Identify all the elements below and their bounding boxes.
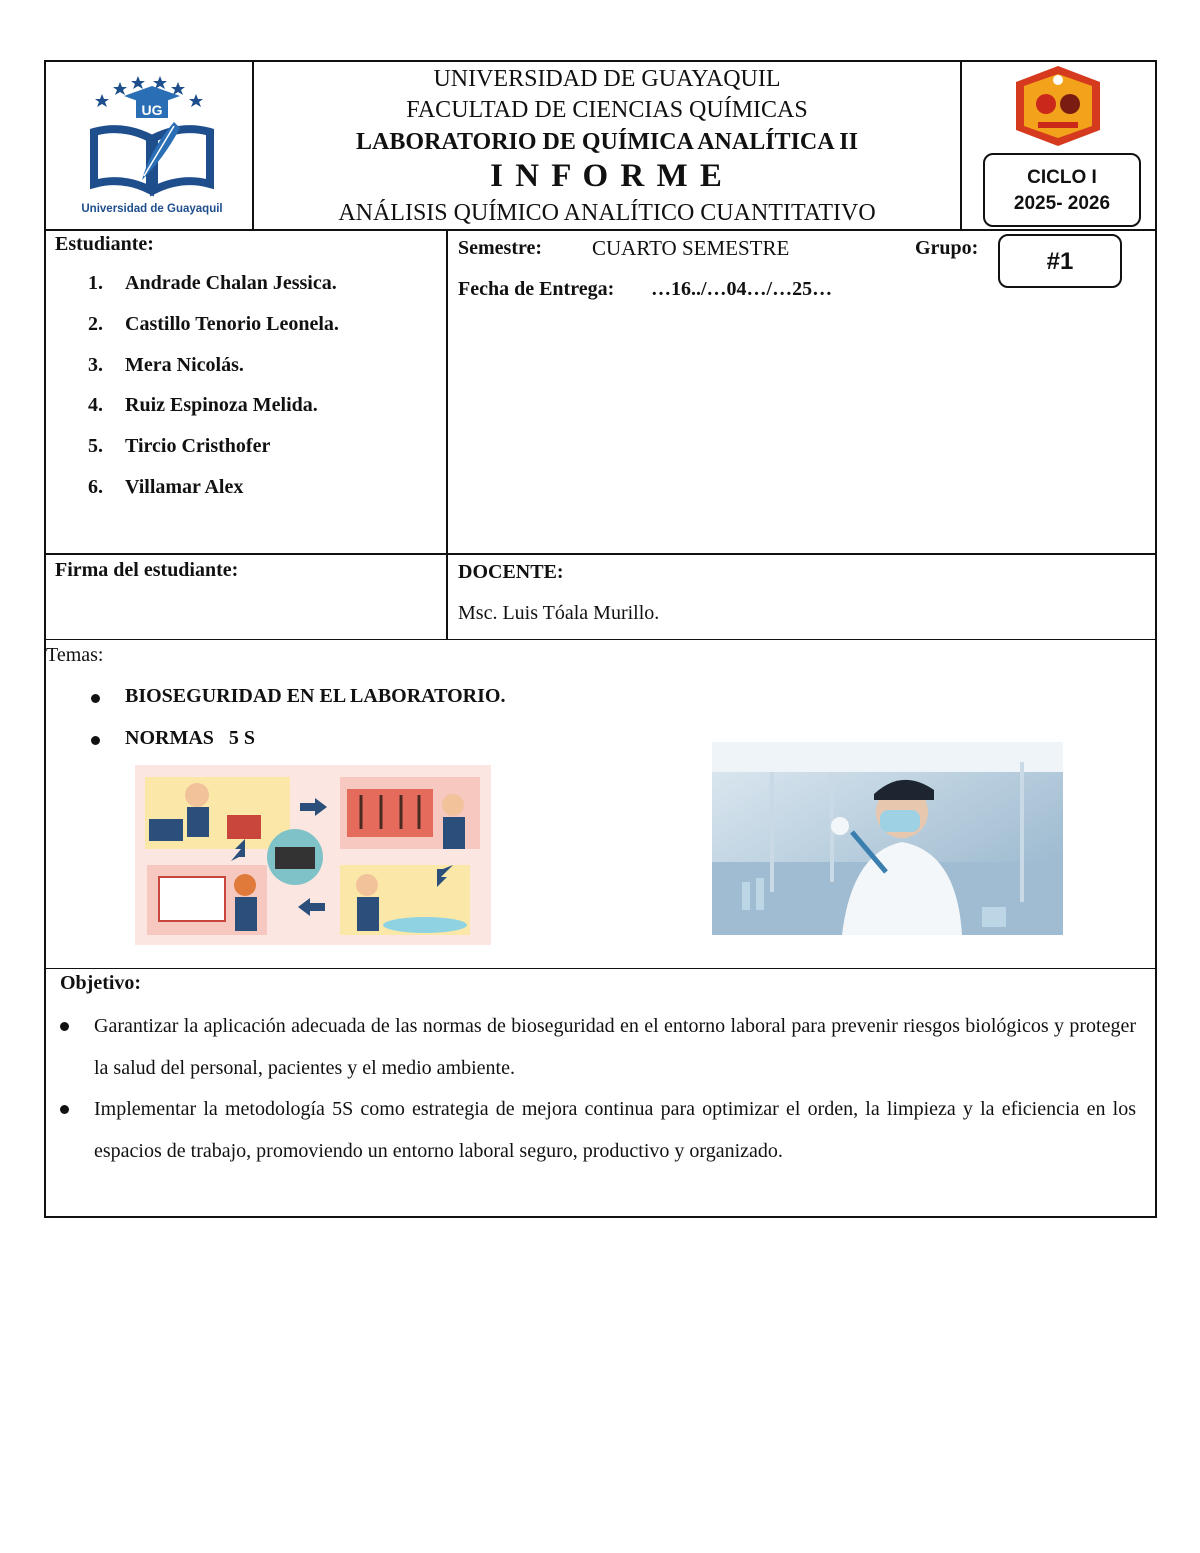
student-name-5: Tircio Cristhofer xyxy=(125,435,271,457)
objective-bullet-2 xyxy=(60,1105,69,1114)
faculty-emblem xyxy=(1012,64,1104,148)
student-num-2: 2. xyxy=(88,313,103,335)
student-name-2: Castillo Tenorio Leonela. xyxy=(125,313,339,335)
university-name: UNIVERSIDAD DE GUAYAQUIL xyxy=(433,66,781,92)
teacher-name: Msc. Luis Tóala Murillo. xyxy=(458,602,660,624)
cycle-years: 2025- 2026 xyxy=(1013,193,1111,214)
date-label: Fecha de Entrega: xyxy=(458,278,615,300)
student-label: Estudiante: xyxy=(55,233,154,255)
report-title: I N F O R M E xyxy=(490,158,724,194)
objective-item-2: Implementar la metodología 5S como estrategia de mejora continua para optimizar el orden, la limpieza y la eficiencia en los espacios de trabajo, promoviendo un entorno laboral seguro, productivo y organizado. xyxy=(94,1098,1136,1162)
student-name-4: Ruiz Espinoza Melida. xyxy=(125,394,318,416)
student-name-6: Villamar Alex xyxy=(125,476,244,498)
date-value: …16../…04…/…25… xyxy=(651,278,833,300)
teacher-label: DOCENTE: xyxy=(458,561,564,583)
group-label: Grupo: xyxy=(915,237,979,259)
topics-label: Temas: xyxy=(46,644,104,666)
student-num-4: 4. xyxy=(88,394,103,416)
logo-letters: UG xyxy=(141,102,163,118)
objective-label: Objetivo: xyxy=(60,972,142,994)
cycle-label: CICLO I xyxy=(1027,167,1097,188)
lab-name: LABORATORIO DE QUÍMICA ANALÍTICA II xyxy=(356,129,858,155)
student-name-1: Andrade Chalan Jessica. xyxy=(125,272,337,294)
student-num-1: 1. xyxy=(88,272,103,294)
lab-photo xyxy=(712,742,1063,935)
university-logo xyxy=(72,72,232,222)
semester-label: Semestre: xyxy=(458,237,543,259)
group-value: #1 xyxy=(1046,248,1074,275)
student-num-6: 6. xyxy=(88,476,103,498)
student-name-3: Mera Nicolás. xyxy=(125,354,244,376)
signature-label: Firma del estudiante: xyxy=(55,559,239,581)
cycle-box xyxy=(983,153,1141,227)
logo-caption: Universidad de Guayaquil xyxy=(81,203,223,215)
objective-item-1: Garantizar la aplicación adecuada de las normas de bioseguridad en el entorno laboral para prevenir riesgos biológicos y proteger la salud del personal, pacientes y el medio ambiente. xyxy=(94,1015,1136,1079)
topic-bullet-2 xyxy=(91,736,100,745)
student-num-5: 5. xyxy=(88,435,103,457)
subject-name: ANÁLISIS QUÍMICO ANALÍTICO CUANTITATIVO xyxy=(338,200,876,226)
five-s-illustration xyxy=(135,765,491,945)
topic-bullet-1 xyxy=(91,694,100,703)
semester-value: CUARTO SEMESTRE xyxy=(592,236,790,260)
objective-bullet-1 xyxy=(60,1022,69,1031)
group-box xyxy=(998,234,1122,288)
topic-item-1: BIOSEGURIDAD EN EL LABORATORIO. xyxy=(125,685,506,707)
faculty-name: FACULTAD DE CIENCIAS QUÍMICAS xyxy=(406,97,808,123)
topic-item-2: NORMAS 5 S xyxy=(125,727,256,749)
student-num-3: 3. xyxy=(88,354,103,376)
